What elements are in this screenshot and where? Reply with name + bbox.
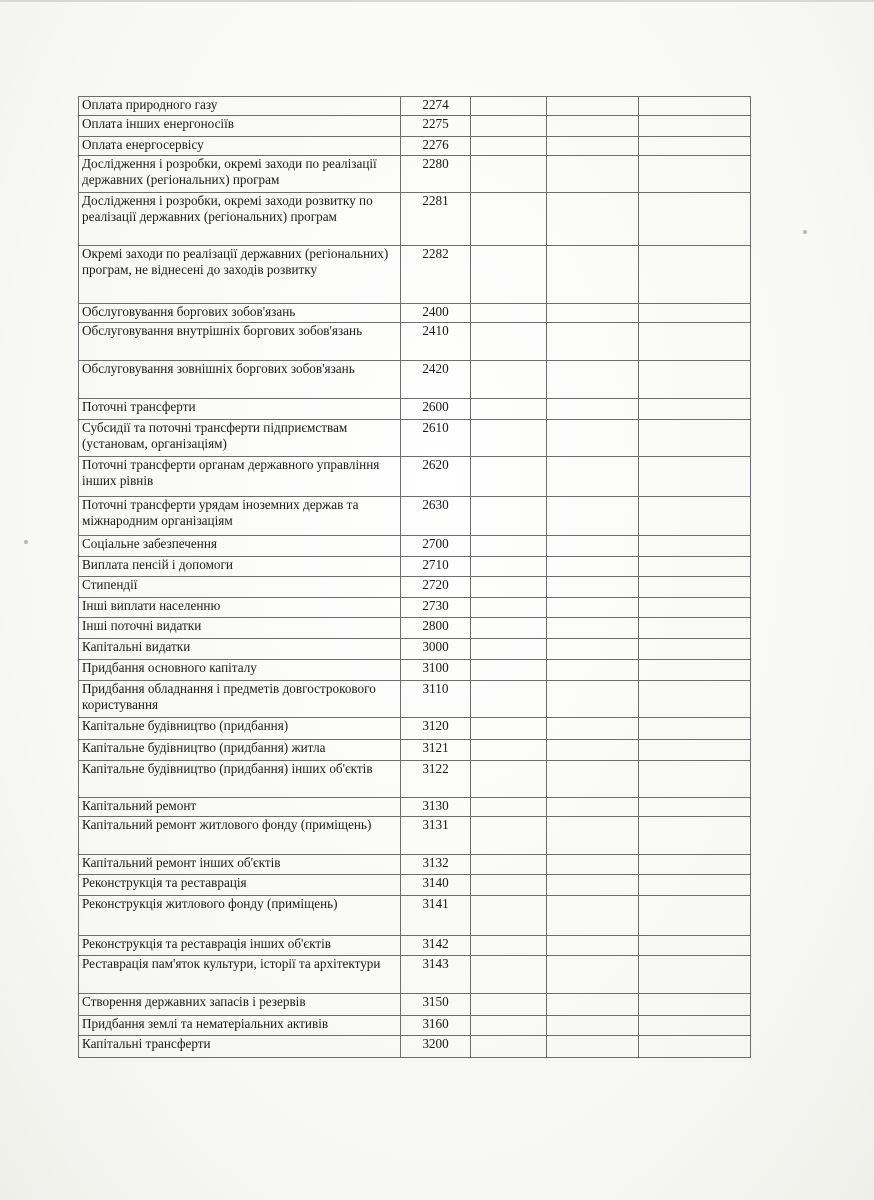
kekv-code: 3141	[422, 896, 449, 911]
kekv-code-cell	[401, 681, 471, 718]
scan-edge	[0, 0, 874, 2]
empty-value-cell	[547, 798, 639, 817]
kekv-code-cell	[401, 855, 471, 875]
expense-name-cell: Реконструкція житлового фонду (приміщень)	[79, 896, 401, 936]
empty-value-cell	[639, 137, 751, 156]
expense-name-cell: Придбання землі та нематеріальних активів	[79, 1016, 401, 1036]
kekv-code-cell	[401, 116, 471, 137]
expense-name-cell: Створення державних запасів і резервів	[79, 994, 401, 1016]
empty-value-cell	[547, 536, 639, 557]
kekv-code: 3150	[422, 994, 449, 1009]
empty-value-cell	[471, 817, 547, 855]
empty-value-cell	[639, 361, 751, 399]
expense-name-cell: Поточні трансферти органам державного управління інших рівнів	[79, 457, 401, 497]
empty-value-cell	[639, 618, 751, 639]
table-row	[79, 598, 751, 618]
empty-value-cell	[471, 761, 547, 798]
table-row	[79, 740, 751, 761]
expense-name-cell: Окремі заходи по реалізації державних (регіональних) програм, не віднесені до заходів розвитку	[79, 246, 401, 304]
expense-name-cell: Обслуговування внутрішніх боргових зобов'язань	[79, 323, 401, 361]
expense-name-cell: Поточні трансферти	[79, 399, 401, 420]
empty-value-cell	[547, 639, 639, 660]
expense-name-cell: Придбання основного капіталу	[79, 660, 401, 681]
kekv-code-cell	[401, 304, 471, 323]
empty-value-cell	[547, 761, 639, 798]
kekv-code: 2620	[422, 457, 449, 472]
kekv-code: 2700	[422, 536, 449, 551]
empty-value-cell	[639, 399, 751, 420]
empty-value-cell	[547, 681, 639, 718]
kekv-code-cell	[401, 761, 471, 798]
kekv-code-cell	[401, 660, 471, 681]
empty-value-cell	[471, 740, 547, 761]
expense-name-cell: Обслуговування боргових зобов'язань	[79, 304, 401, 323]
table-row	[79, 817, 751, 855]
empty-value-cell	[471, 618, 547, 639]
empty-value-cell	[639, 1036, 751, 1058]
kekv-code: 2274	[422, 97, 449, 112]
kekv-code-cell	[401, 896, 471, 936]
expense-name-cell: Реконструкція та реставрація інших об'єктів	[79, 936, 401, 956]
empty-value-cell	[547, 956, 639, 994]
expense-name-cell: Реставрація пам'яток культури, історії та архітектури	[79, 956, 401, 994]
kekv-code: 2720	[422, 577, 449, 592]
empty-value-cell	[639, 639, 751, 660]
empty-value-cell	[547, 598, 639, 618]
empty-value-cell	[471, 577, 547, 598]
empty-value-cell	[471, 1016, 547, 1036]
expense-name-cell: Обслуговування зовнішніх боргових зобов'язань	[79, 361, 401, 399]
kekv-code: 3132	[422, 855, 449, 870]
empty-value-cell	[547, 855, 639, 875]
empty-value-cell	[471, 660, 547, 681]
kekv-code: 3121	[422, 740, 449, 755]
empty-value-cell	[639, 598, 751, 618]
table-row	[79, 577, 751, 598]
table-row	[79, 855, 751, 875]
expense-name-cell: Реконструкція та реставрація	[79, 875, 401, 896]
empty-value-cell	[471, 420, 547, 457]
kekv-code-cell	[401, 557, 471, 577]
kekv-code-cell	[401, 137, 471, 156]
empty-value-cell	[471, 718, 547, 740]
empty-value-cell	[639, 420, 751, 457]
table-row	[79, 1036, 751, 1058]
empty-value-cell	[639, 116, 751, 137]
budget-codes-table	[78, 96, 751, 1058]
expense-name-cell: Придбання обладнання і предметів довгострокового користування	[79, 681, 401, 718]
expense-name-cell: Інші виплати населенню	[79, 598, 401, 618]
kekv-code: 2710	[422, 557, 449, 572]
kekv-code: 3130	[422, 798, 449, 813]
scan-speck	[803, 230, 807, 234]
scan-speck	[24, 540, 28, 544]
empty-value-cell	[547, 577, 639, 598]
expense-name-cell: Капітальні видатки	[79, 639, 401, 660]
kekv-code-cell	[401, 956, 471, 994]
kekv-code-cell	[401, 639, 471, 660]
empty-value-cell	[639, 956, 751, 994]
table-row	[79, 618, 751, 639]
table-row	[79, 536, 751, 557]
kekv-code-cell	[401, 536, 471, 557]
table-row	[79, 497, 751, 536]
empty-value-cell	[471, 681, 547, 718]
kekv-code-cell	[401, 577, 471, 598]
table-row	[79, 399, 751, 420]
empty-value-cell	[639, 577, 751, 598]
empty-value-cell	[547, 97, 639, 116]
table-row	[79, 798, 751, 817]
empty-value-cell	[471, 116, 547, 137]
expense-name-cell: Капітальне будівництво (придбання) житла	[79, 740, 401, 761]
kekv-code-cell	[401, 1016, 471, 1036]
empty-value-cell	[639, 497, 751, 536]
table-row	[79, 193, 751, 246]
table-row	[79, 875, 751, 896]
empty-value-cell	[639, 323, 751, 361]
empty-value-cell	[471, 875, 547, 896]
kekv-code: 2280	[422, 156, 449, 171]
kekv-code: 2281	[422, 193, 449, 208]
empty-value-cell	[471, 1036, 547, 1058]
kekv-code: 3120	[422, 718, 449, 733]
empty-value-cell	[639, 761, 751, 798]
table-row	[79, 420, 751, 457]
empty-value-cell	[547, 497, 639, 536]
kekv-code-cell	[401, 875, 471, 896]
empty-value-cell	[547, 936, 639, 956]
kekv-code-cell	[401, 718, 471, 740]
empty-value-cell	[471, 557, 547, 577]
empty-value-cell	[547, 740, 639, 761]
kekv-code: 3142	[422, 936, 449, 951]
empty-value-cell	[639, 896, 751, 936]
empty-value-cell	[639, 660, 751, 681]
empty-value-cell	[639, 740, 751, 761]
kekv-code-cell	[401, 361, 471, 399]
empty-value-cell	[471, 855, 547, 875]
kekv-code-cell	[401, 97, 471, 116]
empty-value-cell	[547, 875, 639, 896]
table-row	[79, 457, 751, 497]
expense-name-cell: Капітальний ремонт житлового фонду (приміщень)	[79, 817, 401, 855]
empty-value-cell	[547, 1016, 639, 1036]
table-row	[79, 660, 751, 681]
kekv-code: 3110	[422, 681, 449, 696]
empty-value-cell	[547, 896, 639, 936]
empty-value-cell	[471, 994, 547, 1016]
kekv-code-cell	[401, 399, 471, 420]
kekv-code: 2610	[422, 420, 449, 435]
kekv-code: 2400	[422, 304, 449, 319]
table-row	[79, 116, 751, 137]
empty-value-cell	[547, 660, 639, 681]
empty-value-cell	[547, 156, 639, 193]
empty-value-cell	[471, 896, 547, 936]
empty-value-cell	[547, 557, 639, 577]
empty-value-cell	[639, 97, 751, 116]
table-row	[79, 97, 751, 116]
kekv-code: 2282	[422, 246, 449, 261]
empty-value-cell	[639, 855, 751, 875]
kekv-code: 2410	[422, 323, 449, 338]
expense-name-cell: Інші поточні видатки	[79, 618, 401, 639]
empty-value-cell	[639, 994, 751, 1016]
table-row	[79, 304, 751, 323]
expense-name-cell: Капітальне будівництво (придбання)	[79, 718, 401, 740]
empty-value-cell	[471, 193, 547, 246]
empty-value-cell	[547, 1036, 639, 1058]
kekv-code-cell	[401, 246, 471, 304]
kekv-code-cell	[401, 323, 471, 361]
table-row	[79, 361, 751, 399]
empty-value-cell	[639, 557, 751, 577]
empty-value-cell	[639, 798, 751, 817]
table-row	[79, 557, 751, 577]
kekv-code: 3100	[422, 660, 449, 675]
table-row	[79, 994, 751, 1016]
expense-name-cell: Дослідження і розробки, окремі заходи по реалізації державних (регіональних) програм	[79, 156, 401, 193]
empty-value-cell	[547, 137, 639, 156]
table-row	[79, 956, 751, 994]
empty-value-cell	[471, 323, 547, 361]
table-row	[79, 1016, 751, 1036]
empty-value-cell	[547, 399, 639, 420]
kekv-code-cell	[401, 420, 471, 457]
empty-value-cell	[639, 536, 751, 557]
empty-value-cell	[547, 304, 639, 323]
expense-name-cell: Капітальний ремонт	[79, 798, 401, 817]
table-row	[79, 681, 751, 718]
table-row	[79, 137, 751, 156]
empty-value-cell	[639, 681, 751, 718]
expense-name-cell: Виплата пенсій і допомоги	[79, 557, 401, 577]
empty-value-cell	[639, 875, 751, 896]
expense-name-cell: Стипендії	[79, 577, 401, 598]
kekv-code-cell	[401, 497, 471, 536]
kekv-code: 3122	[422, 761, 449, 776]
empty-value-cell	[639, 156, 751, 193]
table-row	[79, 718, 751, 740]
table-row	[79, 761, 751, 798]
empty-value-cell	[547, 323, 639, 361]
kekv-code: 3143	[422, 956, 449, 971]
empty-value-cell	[547, 817, 639, 855]
empty-value-cell	[471, 361, 547, 399]
empty-value-cell	[547, 994, 639, 1016]
kekv-code: 3000	[422, 639, 449, 654]
empty-value-cell	[547, 193, 639, 246]
empty-value-cell	[471, 97, 547, 116]
kekv-code-cell	[401, 817, 471, 855]
empty-value-cell	[639, 718, 751, 740]
expense-name-cell: Капітальне будівництво (придбання) інших об'єктів	[79, 761, 401, 798]
expense-name-cell: Дослідження і розробки, окремі заходи розвитку по реалізації державних (регіональних) програм	[79, 193, 401, 246]
empty-value-cell	[471, 798, 547, 817]
empty-value-cell	[471, 246, 547, 304]
kekv-code-cell	[401, 1036, 471, 1058]
empty-value-cell	[471, 156, 547, 193]
empty-value-cell	[471, 304, 547, 323]
kekv-code: 2800	[422, 618, 449, 633]
table-row	[79, 896, 751, 936]
expense-name-cell: Капітальний ремонт інших об'єктів	[79, 855, 401, 875]
kekv-code-cell	[401, 798, 471, 817]
empty-value-cell	[471, 936, 547, 956]
empty-value-cell	[547, 457, 639, 497]
empty-value-cell	[471, 956, 547, 994]
kekv-code: 2630	[422, 497, 449, 512]
kekv-code: 2600	[422, 399, 449, 414]
kekv-code-cell	[401, 936, 471, 956]
expense-name-cell: Оплата енергосервісу	[79, 137, 401, 156]
empty-value-cell	[547, 361, 639, 399]
expense-name-cell: Капітальні трансферти	[79, 1036, 401, 1058]
empty-value-cell	[639, 457, 751, 497]
empty-value-cell	[471, 457, 547, 497]
empty-value-cell	[639, 817, 751, 855]
expense-name-cell: Поточні трансферти урядам іноземних держав та міжнародним організаціям	[79, 497, 401, 536]
empty-value-cell	[547, 116, 639, 137]
kekv-code: 3200	[422, 1036, 449, 1051]
expense-name-cell: Субсидії та поточні трансферти підприємствам (установам, організаціям)	[79, 420, 401, 457]
empty-value-cell	[547, 246, 639, 304]
empty-value-cell	[639, 1016, 751, 1036]
kekv-code-cell	[401, 457, 471, 497]
kekv-code-cell	[401, 156, 471, 193]
empty-value-cell	[639, 193, 751, 246]
kekv-code-cell	[401, 994, 471, 1016]
expense-name-cell: Оплата інших енергоносіїв	[79, 116, 401, 137]
empty-value-cell	[471, 497, 547, 536]
empty-value-cell	[639, 246, 751, 304]
empty-value-cell	[547, 718, 639, 740]
expense-name-cell: Соціальне забезпечення	[79, 536, 401, 557]
kekv-code: 3140	[422, 875, 449, 890]
kekv-code-cell	[401, 598, 471, 618]
table-row	[79, 936, 751, 956]
kekv-code: 2276	[422, 137, 449, 152]
empty-value-cell	[547, 618, 639, 639]
kekv-code-cell	[401, 740, 471, 761]
kekv-code: 2275	[422, 116, 449, 131]
kekv-code: 2730	[422, 598, 449, 613]
table-row	[79, 246, 751, 304]
table-row	[79, 323, 751, 361]
table-row	[79, 639, 751, 660]
kekv-code: 3131	[422, 817, 449, 832]
empty-value-cell	[639, 936, 751, 956]
empty-value-cell	[471, 137, 547, 156]
empty-value-cell	[471, 598, 547, 618]
kekv-code-cell	[401, 193, 471, 246]
expense-name-cell: Оплата природного газу	[79, 97, 401, 116]
kekv-code-cell	[401, 618, 471, 639]
empty-value-cell	[471, 639, 547, 660]
empty-value-cell	[639, 304, 751, 323]
empty-value-cell	[547, 420, 639, 457]
kekv-code: 2420	[422, 361, 449, 376]
empty-value-cell	[471, 399, 547, 420]
empty-value-cell	[471, 536, 547, 557]
table-row	[79, 156, 751, 193]
kekv-code: 3160	[422, 1016, 449, 1031]
